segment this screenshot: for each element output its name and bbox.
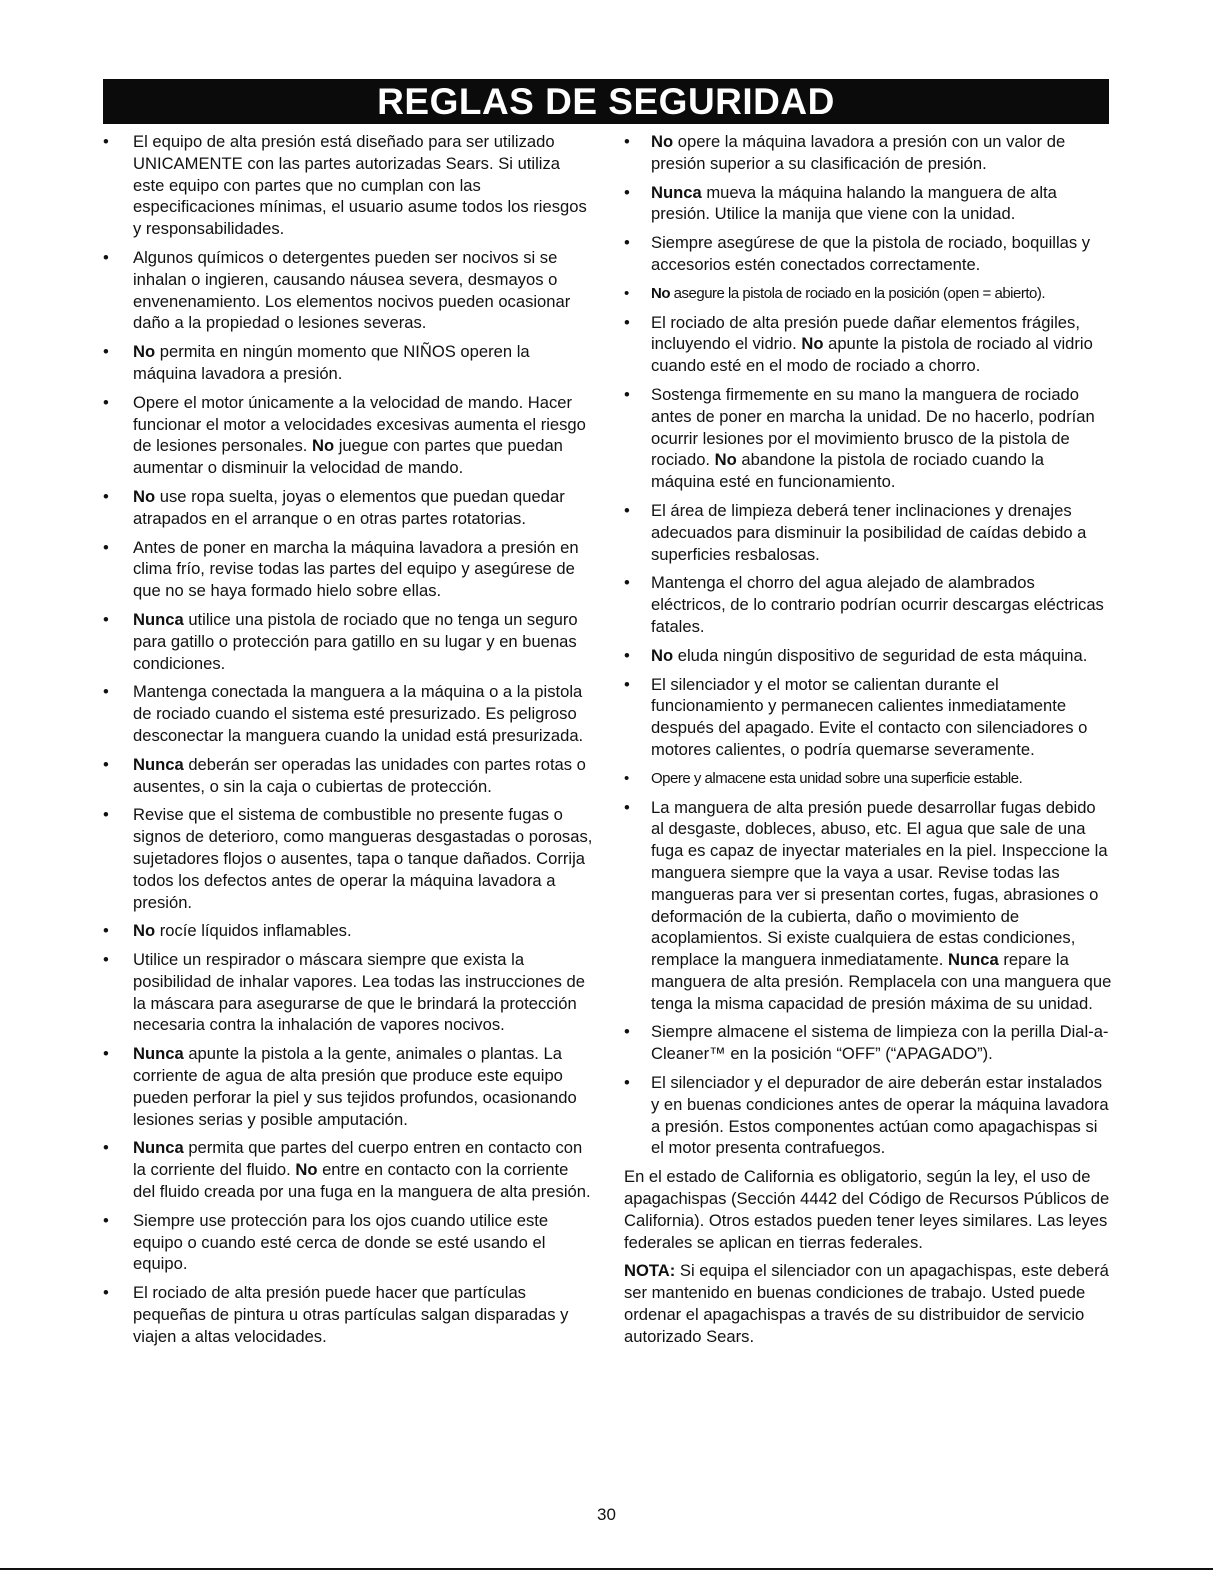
bullet-icon: •	[624, 384, 630, 404]
page-title: REGLAS DE SEGURIDAD	[377, 80, 835, 122]
rule-emphasis: No	[133, 921, 156, 941]
rule-text: Mantenga conectada la manguera a la máquina o a la pistola de rociado cuando el sistema esté presurizado. Es peligroso desconectar la manguera cuando la unidad está presurizada.	[133, 682, 584, 745]
rule-emphasis: No	[651, 132, 674, 151]
rule-text: mueva la máquina halando la manguera de alta presión. Utilice la manija que viene con la unidad.	[651, 182, 1057, 224]
bullet-icon: •	[624, 233, 630, 253]
rule-emphasis: No	[133, 486, 156, 506]
safety-rule-item	[624, 182, 1112, 226]
left-column	[103, 131, 595, 1355]
rule-text: abandone la pistola de rociado cuando la máquina esté en funcionamiento.	[651, 450, 1045, 492]
rule-emphasis: No	[311, 436, 335, 456]
safety-rule-item	[103, 949, 595, 1036]
rule-emphasis: No	[651, 645, 674, 665]
rule-text: El área de limpieza deberá tener inclinaciones y drenajes adecuados para disminuir la posibilidad de caídas debido a superficies resbalosas.	[651, 500, 1087, 564]
rule-text: eluda ningún dispositivo de seguridad de esta máquina.	[673, 645, 1088, 665]
bullet-icon: •	[624, 312, 630, 332]
safety-rule-item	[103, 392, 595, 479]
safety-rule-item	[624, 500, 1112, 565]
page-number: 30	[597, 1505, 616, 1524]
section-title-bar	[103, 79, 1109, 124]
safety-rule-item	[103, 1210, 595, 1275]
bullet-icon: •	[624, 769, 629, 787]
bullet-icon: •	[624, 1073, 630, 1093]
rule-text: Sostenga firmemente en su mano la manguera de rociado antes de poner en marcha la unidad. De no hacerlo, podrían ocurrir lesiones por el movimiento brusco de la pistola de rociado.	[651, 384, 1095, 470]
bullet-icon: •	[624, 284, 629, 302]
rule-text: deberán ser operadas las unidades con partes rotas o ausentes, o sin la caja o cubiertas de protección.	[133, 754, 586, 796]
safety-rule-item	[624, 572, 1112, 637]
rule-emphasis: No	[133, 342, 156, 362]
rule-text: Mantenga el chorro del agua alejado de alambrados eléctricos, de lo contrario podrían ocurrir descargas eléctricas fatales.	[651, 573, 1104, 636]
bullet-icon: •	[624, 500, 630, 520]
rule-text: Siempre asegúrese de que la pistola de rociado, boquillas y accesorios estén conectados correctamente.	[651, 233, 1091, 274]
rule-text: Siempre almacene el sistema de limpieza con la perilla Dial-a-Cleaner™ en la posición “OFF” (“APAGADO”).	[651, 1022, 1109, 1064]
rule-emphasis: Nunca	[948, 950, 999, 970]
rule-text: Opere el motor únicamente a la velocidad de mando. Hacer funcionar el motor a velocidades excesivas aumenta el riesgo de lesiones personales.	[133, 392, 586, 456]
bullet-icon: •	[103, 392, 109, 412]
rule-text: El rociado de alta presión puede hacer que partículas pequeñas de pintura u otras partículas salgan disparadas y viajen a altas velocidades.	[133, 1283, 569, 1346]
safety-rule-item	[624, 645, 1112, 667]
rule-text: rocíe líquidos inflamables.	[155, 921, 352, 941]
safety-rule-item	[103, 804, 595, 913]
rule-text: El equipo de alta presión está diseñado para ser utilizado UNICAMENTE con las partes autorizadas Sears. Si utiliza este equipo con partes que no cumplan con las especificaciones mínimas, el usuario asume todos los riesgos y responsabilidades.	[133, 132, 587, 239]
safety-rule-item	[103, 1043, 595, 1130]
rule-emphasis: No	[801, 334, 824, 354]
rule-text: Algunos químicos o detergentes pueden ser nocivos si se inhalan o ingieren, causando náusea severa, desmayos o envenenamiento. Los elementos nocivos pueden ocasionar daño a la propiedad o lesiones severas.	[133, 247, 571, 333]
rule-text: Antes de poner en marcha la máquina lavadora a presión en clima frío, revise todas las partes del equipo y asegúrese de que no se haya formado hielo sobre ellas.	[133, 537, 579, 601]
safety-rule-item	[103, 486, 595, 530]
safety-rule-item	[624, 674, 1112, 761]
safety-rule-item	[103, 920, 595, 942]
safety-rule-item	[624, 384, 1112, 493]
bullet-icon: •	[103, 1138, 109, 1158]
bullet-icon: •	[103, 1210, 109, 1230]
rule-text: use ropa suelta, joyas o elementos que puedan quedar atrapados en el arranque o en otras partes rotatorias.	[133, 486, 565, 528]
safety-rule-item	[103, 247, 595, 334]
bullet-icon: •	[624, 674, 630, 694]
rule-emphasis: Nunca	[133, 609, 184, 629]
bullet-icon: •	[103, 247, 109, 267]
bullet-icon: •	[624, 797, 630, 817]
safety-rule-item	[624, 283, 1112, 305]
bullet-icon: •	[103, 921, 109, 941]
safety-rule-item	[624, 1021, 1112, 1065]
rule-text: apunte la pistola de rociado al vidrio cuando esté en el modo de rociado a chorro.	[651, 334, 1093, 376]
safety-rule-item	[103, 681, 595, 746]
rule-text: juegue con partes que puedan aumentar o disminuir la velocidad de mando.	[133, 436, 563, 478]
bullet-icon: •	[624, 645, 630, 665]
nota-label: NOTA:	[624, 1261, 676, 1281]
bullet-icon: •	[103, 132, 109, 151]
bullet-icon: •	[624, 182, 630, 202]
bullet-icon: •	[624, 1022, 630, 1042]
rule-text: Opere y almacene esta unidad sobre una superficie estable.	[651, 769, 1023, 787]
right-column	[624, 131, 1112, 1355]
safety-rule-item	[103, 341, 595, 385]
rule-emphasis: Nunca	[133, 1044, 184, 1064]
safety-rule-item	[103, 1137, 595, 1202]
bullet-icon: •	[103, 805, 109, 825]
rule-text: entre en contacto con la corriente del fluido creada por una fuga en la manguera de alta presión.	[133, 1160, 591, 1202]
rule-emphasis: Nunca	[133, 1138, 184, 1158]
nota-paragraph	[624, 1260, 1112, 1347]
bullet-icon: •	[624, 573, 630, 593]
safety-rule-item	[624, 232, 1112, 276]
safety-rule-item	[103, 131, 595, 240]
bullet-icon: •	[103, 486, 109, 506]
safety-rule-item	[103, 537, 595, 602]
safety-rule-item	[624, 797, 1112, 1015]
rule-text: El silenciador y el motor se calientan durante el funcionamiento y permanecen calientes inmediatamente después del apagado. Evite el contacto con silenciadores o motores calientes, o podría quemarse severamente.	[651, 674, 1088, 759]
rule-text: repare la manguera de alta presión. Remplacela con una manguera que tenga la misma capacidad de presión máxima de su unidad.	[651, 950, 1112, 1013]
safety-rule-item	[103, 754, 595, 798]
bullet-icon: •	[103, 950, 109, 970]
rule-text: asegure la pistola de rociado en la posición (open = abierto).	[670, 284, 1046, 302]
rule-text: permita que partes del cuerpo entren en contacto con la corriente del fluido.	[133, 1138, 583, 1180]
bullet-icon: •	[103, 754, 109, 774]
rule-text: Utilice un respirador o máscara siempre que exista la posibilidad de inhalar vapores. Lea todas las instrucciones de la máscara para asegurarse de que le brindará la protección necesaria contra la inhalación de vapores nocivos.	[133, 950, 586, 1035]
rule-text: El silenciador y el depurador de aire deberán estar instalados y en buenas condiciones antes de operar la máquina lavadora a presión. Estos componentes actúan como apagachispas si el motor presenta contrafuegos.	[651, 1073, 1109, 1158]
rule-text: permita en ningún momento que NIÑOS operen la máquina lavadora a presión.	[133, 342, 530, 383]
safety-rule-item	[103, 1282, 595, 1347]
bullet-icon: •	[103, 682, 109, 702]
california-paragraph: En el estado de California es obligatorio, según la ley, el uso de apagachispas (Sección 4442 del Código de Recursos Públicos de California). Otros estados pueden tener leyes similares. Las leyes federales se aplican en tierras federales.	[624, 1167, 1110, 1252]
bullet-icon: •	[624, 132, 630, 151]
rule-text: utilice una pistola de rociado que no tenga un seguro para gatillo o protección para gatillo en su lugar y en buenas condiciones.	[133, 609, 578, 673]
bottom-rule	[0, 1568, 1213, 1570]
rule-text: Revise que el sistema de combustible no presente fugas o signos de deterioro, como mangueras desgastadas o porosas, sujetadores flojos o ausentes, tapa o tanque dañados. Corrija todos los defectos antes de operar la máquina lavadora a presión.	[133, 805, 593, 912]
safety-rule-item	[103, 609, 595, 674]
bullet-icon: •	[103, 342, 109, 362]
bullet-icon: •	[103, 537, 109, 557]
bullet-icon: •	[103, 1044, 109, 1064]
rule-text: El rociado de alta presión puede dañar elementos frágiles, incluyendo el vidrio.	[651, 312, 1080, 354]
rule-text: apunte la pistola a la gente, animales o plantas. La corriente de agua de alta presión que produce este equipo pueden perforar la piel y sus tejidos profundos, ocasionando lesiones serias y posible amputación.	[133, 1044, 577, 1129]
safety-rule-item	[624, 768, 1112, 790]
bullet-icon: •	[103, 609, 109, 629]
nota-text: Si equipa el silenciador con un apagachispas, este deberá ser mantenido en buenas condiciones de trabajo. Usted puede ordenar el apagachispas a través de su distribuidor de servicio autorizado Sears.	[624, 1261, 1109, 1346]
safety-rule-item	[624, 131, 1112, 175]
safety-rule-item	[624, 1072, 1112, 1159]
rule-text: opere la máquina lavadora a presión con un valor de presión superior a su clasificación de presión.	[651, 132, 1066, 173]
rule-emphasis: Nunca	[651, 182, 702, 202]
rule-emphasis: No	[651, 284, 670, 302]
rule-emphasis: No	[295, 1160, 318, 1180]
rule-emphasis: Nunca	[133, 754, 184, 774]
safety-rule-item	[624, 312, 1112, 377]
bullet-icon: •	[103, 1283, 109, 1303]
rule-text: Siempre use protección para los ojos cuando utilice este equipo o cuando esté cerca de donde se esté usando el equipo.	[133, 1210, 549, 1274]
rule-emphasis: No	[714, 450, 737, 470]
rule-text: La manguera de alta presión puede desarrollar fugas debido al desgaste, dobleces, abuso, etc. El agua que sale de una fuga es capaz de inyectar materiales en la piel. Inspeccione la manguera siempre que la vaya a usar. Revise todas las mangueras para ver si presentan cortes, fugas, abrasiones o deformación de la cubierta, daño o movimiento de acoplamientos. Si existe cualquiera de estas condiciones, remplace la manguera inmediatamente.	[651, 797, 1108, 970]
